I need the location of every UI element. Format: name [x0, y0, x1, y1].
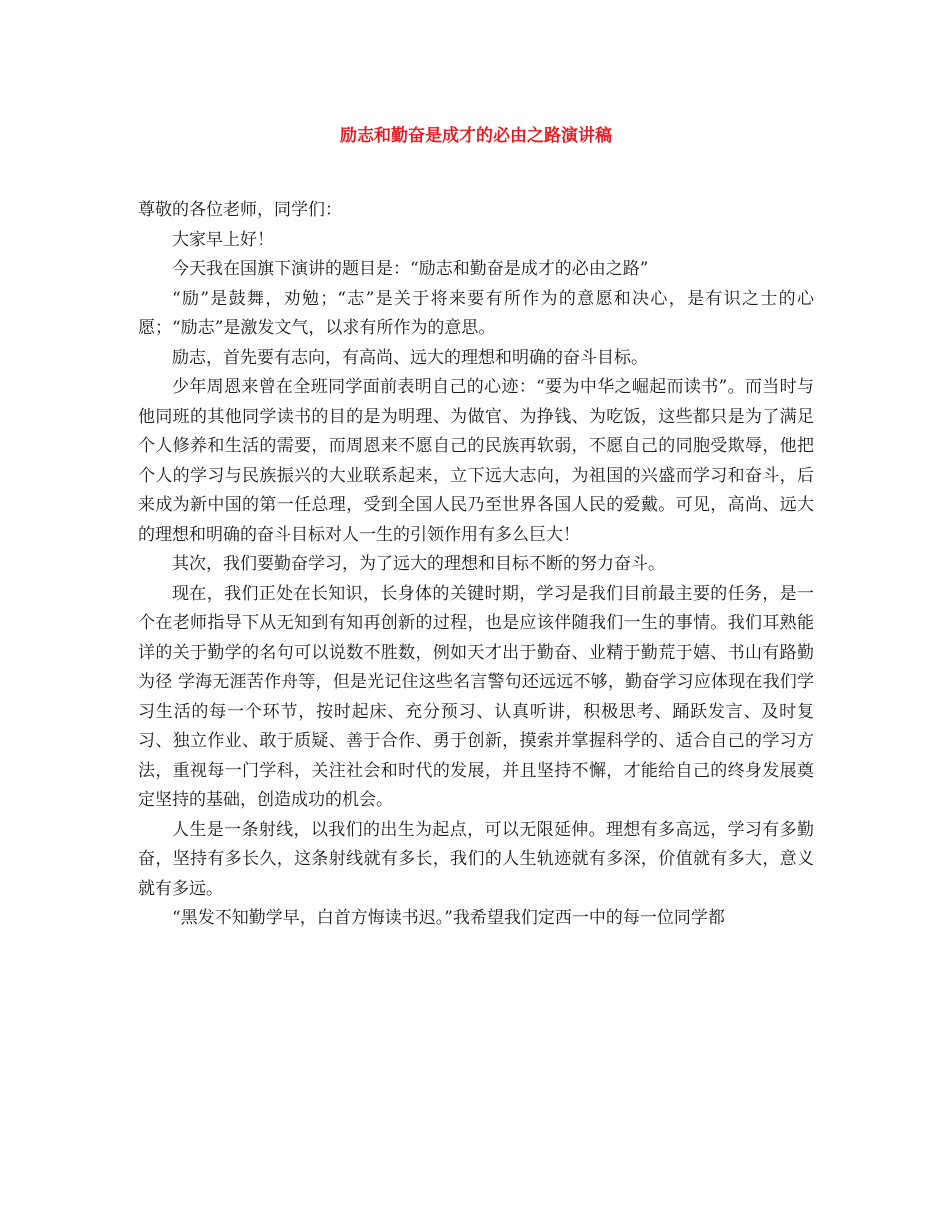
paragraph-aspiration: 励志，首先要有志向，有高尚、远大的理想和明确的奋斗目标。 [172, 347, 648, 368]
paragraph-zhou-enlai: 少年周恩来曾在全班同学面前表明自己的心迹：“要为中华之崛起而读书”。而当时与他同班的其他同学读书的目的是为明理、为做官、为挣钱、为吃饭，这些都只是为了满足个人修养和生活的需要，而周恩来不愿自己的民族再软弱，不愿自己的同胞受欺辱，他把个人的学习与民族振兴的大业联系起来，立下远大志向，为祖国的兴盛而学习和奋斗，后来成为新中国的第一任总理，受到全国人民乃至世界各国人民的爱戴。可见，高尚、远大的理想和明确的奋斗目标对人一生的引领作用有多么巨大！ [138, 377, 814, 545]
paragraph-life-ray: 人生是一条射线，以我们的出生为起点，可以无限延伸。理想有多高远，学习有多勤奋，坚持有多长久，这条射线就有多长，我们的人生轨迹就有多深，价值就有多大，意义就有多远。 [138, 819, 814, 899]
paragraph-closing: “黑发不知勤学早，白首方悔读书迟。”我希望我们定西一中的每一位同学都 [172, 908, 725, 928]
paragraph-topic: 今天我在国旗下演讲的题目是：“励志和勤奋是成才的必由之路” [172, 259, 649, 279]
paragraph-definition: “励”是鼓舞，劝勉；“志”是关于将来要有所作为的意愿和决心，是有识之士的心愿；“励志”是激发文气，以求有所作为的意思。 [138, 288, 814, 338]
salutation: 尊敬的各位老师，同学们： [138, 200, 342, 220]
paragraph-greeting: 大家早上好！ [172, 229, 274, 250]
paragraph-diligence: 其次，我们要勤奋学习，为了远大的理想和目标不断的努力奋斗。 [172, 554, 665, 574]
document-title: 励志和勤奋是成才的必由之路演讲稿 [340, 126, 612, 146]
paragraph-study: 现在，我们正处在长知识，长身体的关键时期，学习是我们目前最主要的任务，是一个在老师指导下从无知到有知再创新的过程，也是应该伴随我们一生的事情。我们耳熟能详的关于勤学的名句可以说数不胜数，例如天才出于勤奋、业精于勤荒于嬉、书山有路勤为径 学海无涯苦作舟等，但是光记住这些名言警句还远远不够，勤奋学习应体现在我们学习生活的每一个环节，按时起床、充分预习、认真听讲，积极思考、踊跃发言、及时复习、独立作业、敢于质疑、善于合作、勇于创新，摸索并掌握科学的、适合自己的学习方法，重视每一门学科，关注社会和时代的发展，并且坚持不懈，才能给自己的终身发展奠定坚持的基础，创造成功的机会。 [138, 583, 814, 810]
document-page [138, 124, 814, 934]
